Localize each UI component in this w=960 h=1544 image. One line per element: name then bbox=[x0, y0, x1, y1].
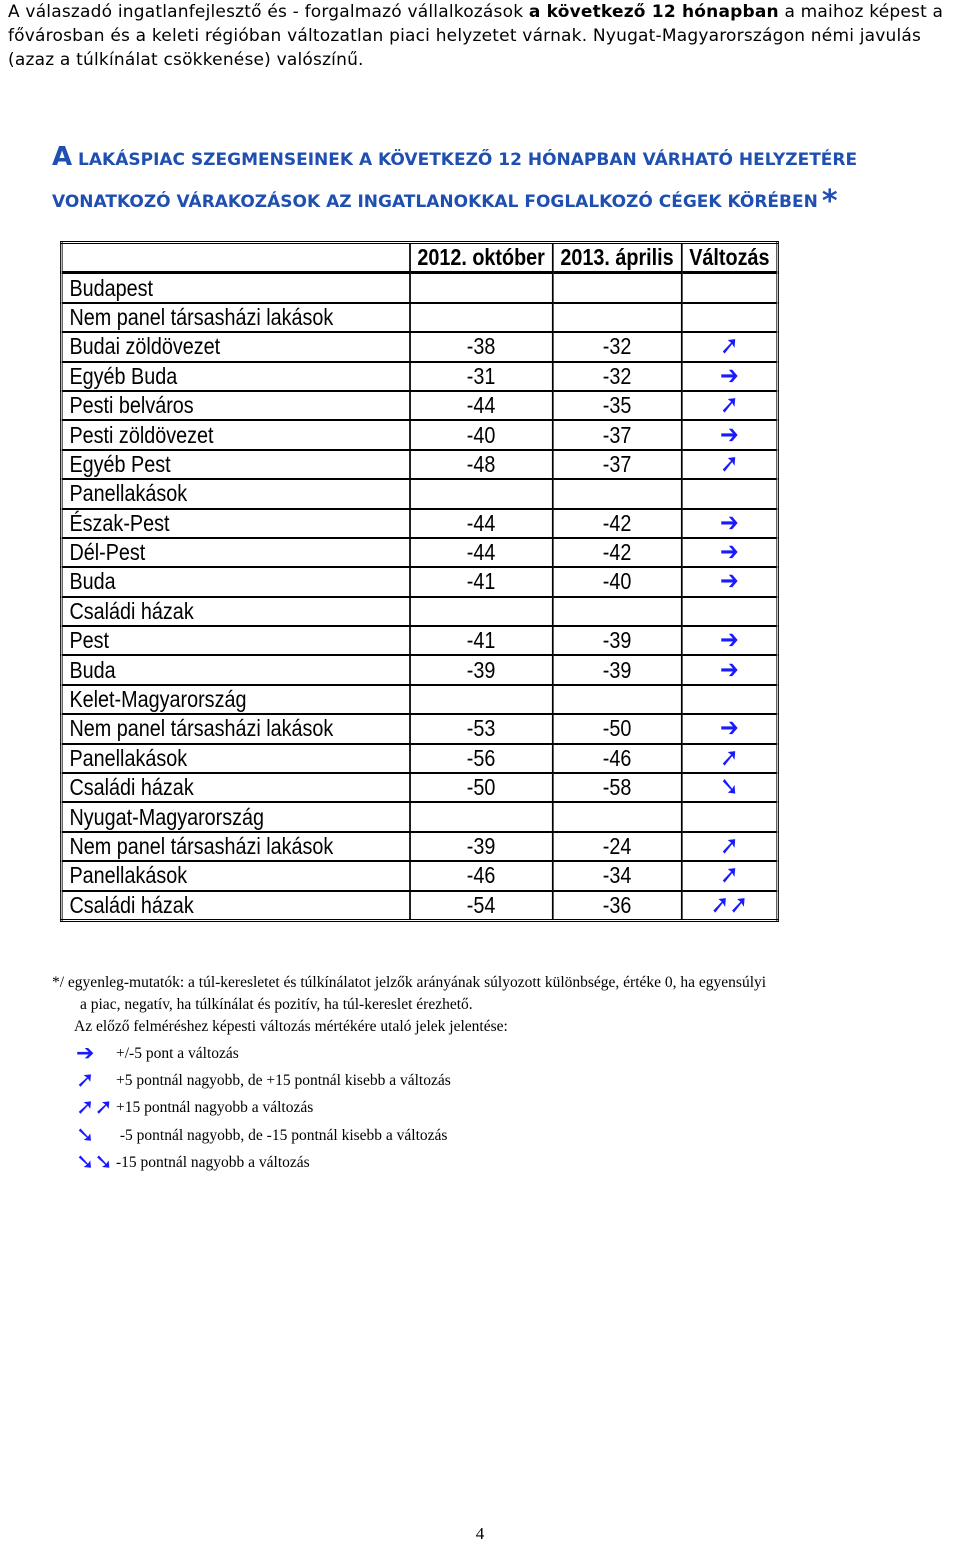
row-label: Családi házak bbox=[61, 891, 409, 921]
value-2013-april: -36 bbox=[553, 891, 682, 921]
row-label: Panellakások bbox=[61, 744, 409, 773]
row-label: Panellakások bbox=[61, 479, 409, 508]
intro-paragraph bbox=[8, 0, 956, 72]
value-2012-october bbox=[410, 303, 553, 332]
table-row bbox=[61, 714, 777, 743]
change-cell bbox=[681, 832, 777, 861]
value-2013-april bbox=[553, 802, 682, 831]
row-label: Nem panel társasházi lakások bbox=[61, 832, 409, 861]
change-cell bbox=[681, 450, 777, 479]
change-cell bbox=[681, 744, 777, 773]
arrow-right-icon: ➔ bbox=[76, 1041, 95, 1066]
header-label bbox=[61, 243, 409, 273]
change-cell bbox=[681, 597, 777, 626]
table-row bbox=[61, 685, 777, 714]
value-2013-april bbox=[553, 685, 682, 714]
arrow-down-right-icon: ➘ bbox=[76, 1123, 95, 1148]
legend-title: Az előző felméréshez képesti változás mértékére utaló jelek jelentése: bbox=[74, 1018, 508, 1035]
table-row bbox=[61, 538, 777, 567]
change-cell bbox=[681, 802, 777, 831]
row-label: Egyéb Pest bbox=[61, 450, 409, 479]
value-2012-october: -48 bbox=[410, 450, 553, 479]
value-2013-april: -37 bbox=[553, 420, 682, 449]
row-label: Budapest bbox=[61, 273, 409, 303]
table-row bbox=[61, 273, 777, 303]
value-2013-april bbox=[553, 303, 682, 332]
arrow-right-icon: ➔ bbox=[719, 360, 739, 391]
value-2013-april: -35 bbox=[553, 391, 682, 420]
table-row bbox=[61, 567, 777, 596]
value-2013-april: -39 bbox=[553, 655, 682, 684]
legend-text: +15 pontnál nagyobb a változás bbox=[116, 1099, 314, 1116]
value-2012-october: -46 bbox=[410, 861, 553, 890]
footnote-line-2: a piac, negatív, ha túlkínálat és pozitív, ha túl-kereslet érezhető. bbox=[80, 996, 473, 1013]
arrow-up-right-icon: ➚ bbox=[719, 831, 739, 861]
arrow-right-icon: ➔ bbox=[719, 419, 739, 450]
change-cell bbox=[681, 626, 777, 655]
row-label: Kelet-Magyarország bbox=[61, 685, 409, 714]
footnotes bbox=[52, 972, 952, 1038]
value-2012-october: -39 bbox=[410, 655, 553, 684]
table-row bbox=[61, 655, 777, 684]
value-2013-april: -58 bbox=[553, 773, 682, 802]
value-2012-october bbox=[410, 802, 553, 831]
footnote-line-1: */ egyenleg-mutatók: a túl-keresletet és túlkínálatot jelzők arányának súlyozott különbsége, értéke 0, ha egyensúlyi bbox=[52, 974, 767, 991]
row-label: Budai zöldövezet bbox=[61, 332, 409, 361]
row-label: Családi házak bbox=[61, 597, 409, 626]
value-2012-october bbox=[410, 273, 553, 303]
title-footnote-star: * bbox=[821, 184, 838, 219]
title-initial: A bbox=[52, 142, 73, 172]
change-cell bbox=[681, 891, 777, 921]
value-2013-april: -34 bbox=[553, 861, 682, 890]
row-label: Családi házak bbox=[61, 773, 409, 802]
legend-item bbox=[76, 1152, 310, 1174]
table-row bbox=[61, 891, 777, 921]
value-2013-april bbox=[553, 597, 682, 626]
value-2012-october: -50 bbox=[410, 773, 553, 802]
value-2013-april: -24 bbox=[553, 832, 682, 861]
change-cell bbox=[681, 273, 777, 303]
row-label: Nyugat-Magyarország bbox=[61, 802, 409, 831]
value-2012-october bbox=[410, 685, 553, 714]
title-rest: LAKÁSPIAC SZEGMENSEINEK A KÖVETKEZŐ 12 HÓNAPBAN VÁRHATÓ HELYZETÉRE bbox=[72, 150, 858, 170]
value-2012-october: -41 bbox=[410, 626, 553, 655]
value-2013-april: -37 bbox=[553, 450, 682, 479]
legend-item bbox=[76, 1097, 313, 1119]
value-2012-october bbox=[410, 597, 553, 626]
intro-text-2: a maihoz képest a fővárosban és a keleti régióban változatlan piaci helyzetet várnak. Nyugat-Magyarországon némi javulás (azaz a túlkínálat csökkenése) valószínű. bbox=[8, 2, 944, 70]
value-2012-october: -41 bbox=[410, 567, 553, 596]
value-2012-october: -44 bbox=[410, 509, 553, 538]
legend-item bbox=[76, 1043, 239, 1065]
value-2013-april: -46 bbox=[553, 744, 682, 773]
change-cell bbox=[681, 655, 777, 684]
table-row bbox=[61, 420, 777, 449]
title-line-2-text: VONATKOZÓ VÁRAKOZÁSOK AZ INGATLANOKKAL FOGLALKOZÓ CÉGEK KÖRÉBEN bbox=[52, 192, 818, 212]
header-change: Változás bbox=[681, 243, 777, 273]
change-cell bbox=[681, 420, 777, 449]
legend-text: +5 pontnál nagyobb, de +15 pontnál kisebb a változás bbox=[116, 1072, 451, 1089]
value-2013-april: -40 bbox=[553, 567, 682, 596]
table-row bbox=[61, 362, 777, 391]
value-2013-april: -50 bbox=[553, 714, 682, 743]
legend-item bbox=[76, 1125, 447, 1147]
legend-item bbox=[76, 1070, 451, 1092]
arrow-right-icon: ➔ bbox=[719, 507, 739, 538]
table-row bbox=[61, 391, 777, 420]
change-cell bbox=[681, 332, 777, 361]
arrow-up-right-icon: ➚ bbox=[719, 448, 739, 479]
table-row bbox=[61, 861, 777, 890]
arrow-right-icon: ➔ bbox=[719, 713, 739, 744]
table-row bbox=[61, 832, 777, 861]
value-2012-october: -56 bbox=[410, 744, 553, 773]
table-row bbox=[61, 773, 777, 802]
table-header-row bbox=[61, 243, 777, 273]
arrow-up-right-icon: ➚ bbox=[719, 742, 739, 773]
intro-text-1: A válaszadó ingatlanfejlesztő és - forgalmazó vállalkozások bbox=[8, 2, 529, 22]
value-2013-april: -42 bbox=[553, 509, 682, 538]
table-row bbox=[61, 332, 777, 361]
change-cell bbox=[681, 685, 777, 714]
change-cell bbox=[681, 509, 777, 538]
legend-text: -15 pontnál nagyobb a változás bbox=[116, 1154, 310, 1171]
table-row bbox=[61, 802, 777, 831]
value-2012-october: -54 bbox=[410, 891, 553, 921]
page-number: 4 bbox=[475, 1524, 485, 1543]
arrow-up-right-icon: ➚ bbox=[719, 860, 739, 891]
change-cell bbox=[681, 714, 777, 743]
row-label: Pest bbox=[61, 626, 409, 655]
change-cell bbox=[681, 479, 777, 508]
row-label: Buda bbox=[61, 567, 409, 596]
change-cell bbox=[681, 391, 777, 420]
change-cell bbox=[681, 303, 777, 332]
arrow-right-icon: ➔ bbox=[719, 566, 739, 597]
value-2013-april: -32 bbox=[553, 332, 682, 361]
table-body bbox=[61, 273, 777, 921]
row-label: Egyéb Buda bbox=[61, 362, 409, 391]
arrow-right-icon: ➔ bbox=[719, 654, 739, 685]
arrow-right-icon: ➔ bbox=[719, 537, 739, 568]
legend-text: -5 pontnál nagyobb, de -15 pontnál kisebb a változás bbox=[116, 1127, 448, 1144]
value-2013-april: -39 bbox=[553, 626, 682, 655]
double-arrow-down-right-icon: ➘➘ bbox=[76, 1150, 113, 1175]
value-2012-october: -38 bbox=[410, 332, 553, 361]
value-2012-october: -44 bbox=[410, 391, 553, 420]
table-row bbox=[61, 597, 777, 626]
value-2013-april: -32 bbox=[553, 362, 682, 391]
value-2012-october: -40 bbox=[410, 420, 553, 449]
arrow-right-icon: ➔ bbox=[719, 625, 739, 656]
row-label: Pesti belváros bbox=[61, 391, 409, 420]
table-row bbox=[61, 450, 777, 479]
value-2012-october: -44 bbox=[410, 538, 553, 567]
value-2012-october: -39 bbox=[410, 832, 553, 861]
table-row bbox=[61, 303, 777, 332]
value-2012-october bbox=[410, 479, 553, 508]
row-label: Dél-Pest bbox=[61, 538, 409, 567]
intro-text-bold: a következő 12 hónapban bbox=[528, 2, 779, 22]
table-row bbox=[61, 626, 777, 655]
double-arrow-up-right-icon: ➚➚ bbox=[710, 889, 749, 920]
table-title-line-2 bbox=[52, 184, 922, 219]
double-arrow-up-right-icon: ➚➚ bbox=[76, 1095, 113, 1120]
row-label: Nem panel társasházi lakások bbox=[61, 714, 409, 743]
row-label: Buda bbox=[61, 655, 409, 684]
change-cell bbox=[681, 567, 777, 596]
value-2012-october: -31 bbox=[410, 362, 553, 391]
row-label: Észak-Pest bbox=[61, 509, 409, 538]
change-cell bbox=[681, 861, 777, 890]
row-label: Nem panel társasházi lakások bbox=[61, 303, 409, 332]
value-2013-april bbox=[553, 479, 682, 508]
value-2013-april: -42 bbox=[553, 538, 682, 567]
arrow-up-right-icon: ➚ bbox=[76, 1068, 95, 1093]
change-cell bbox=[681, 773, 777, 802]
change-cell bbox=[681, 362, 777, 391]
header-2012-october: 2012. október bbox=[410, 243, 553, 273]
arrow-up-right-icon: ➚ bbox=[719, 390, 739, 421]
row-label: Panellakások bbox=[61, 861, 409, 890]
table-row bbox=[61, 744, 777, 773]
table-row bbox=[61, 479, 777, 508]
arrow-up-right-icon: ➚ bbox=[719, 331, 739, 362]
expectations-table bbox=[60, 241, 779, 922]
legend-text: +/-5 pont a változás bbox=[116, 1045, 239, 1062]
header-2013-april: 2013. április bbox=[553, 243, 682, 273]
table-row bbox=[61, 509, 777, 538]
value-2012-october: -53 bbox=[410, 714, 553, 743]
arrow-down-right-icon: ➘ bbox=[719, 772, 739, 803]
change-cell bbox=[681, 538, 777, 567]
value-2013-april bbox=[553, 273, 682, 303]
row-label: Pesti zöldövezet bbox=[61, 420, 409, 449]
table-title-line-1 bbox=[52, 142, 922, 172]
